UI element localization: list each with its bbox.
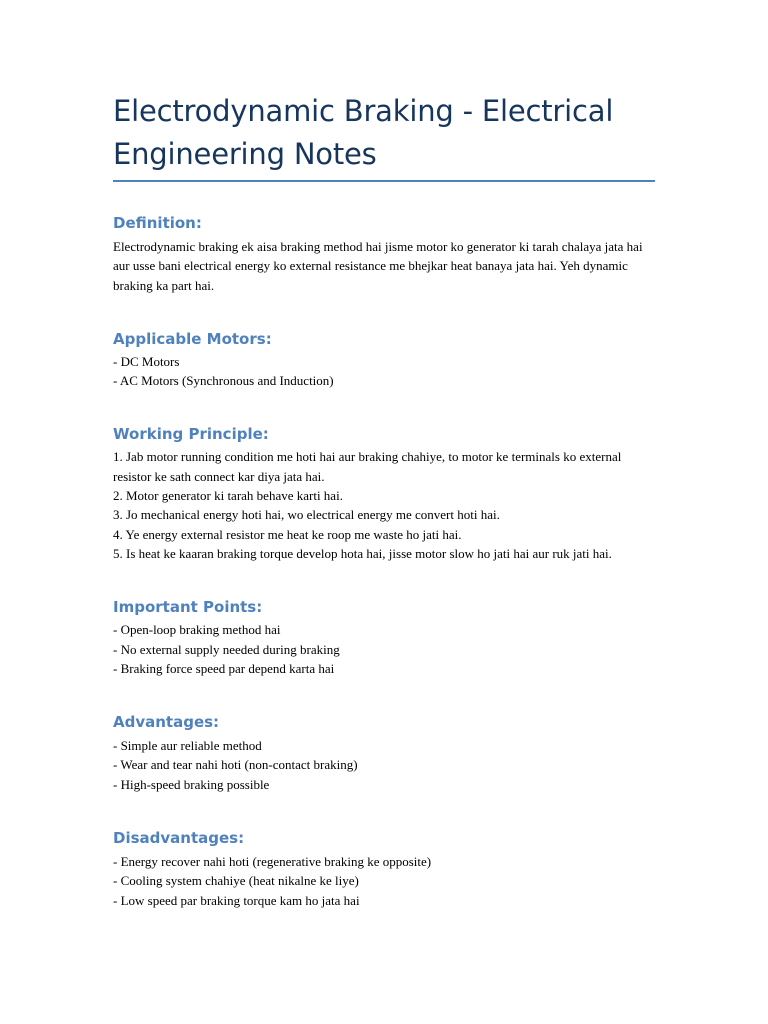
list-item: - No external supply needed during braking [113, 641, 340, 657]
list-item: 3. Jo mechanical energy hoti hai, wo electrical energy me convert hoti hai. [113, 507, 500, 523]
section-heading-important-points: Important Points: [113, 598, 263, 617]
list-item: - High-speed braking possible [113, 776, 270, 792]
section-heading-applicable-motors: Applicable Motors: [113, 329, 272, 348]
list-item: 5. Is heat ke kaaran braking torque develop hota hai, jisse motor slow ho jati hai aur ruk jati hai. [113, 545, 612, 561]
list-item: - DC Motors [113, 353, 180, 369]
document-page [113, 90, 655, 910]
section-advantages [113, 712, 655, 794]
list-item: - Low speed par braking torque kam ho jata hai [113, 892, 360, 908]
list-item: - Simple aur reliable method [113, 738, 262, 754]
section-disadvantages [113, 828, 655, 910]
section-definition [113, 213, 655, 295]
list-item: 4. Ye energy external resistor me heat ke roop me waste ho jati hai. [113, 526, 462, 542]
section-heading-definition: Definition: [113, 214, 202, 232]
section-working-principle [113, 424, 655, 563]
list-item: - Open-loop braking method hai [113, 622, 281, 638]
title-underline-divider [113, 180, 655, 182]
document-title: Electrodynamic Braking - Electrical Engineering Notes [113, 94, 614, 171]
section-applicable-motors [113, 329, 655, 391]
section-heading-disadvantages: Disadvantages: [113, 829, 245, 848]
section-heading-working-principle: Working Principle: [113, 425, 269, 444]
list-item: - Energy recover nahi hoti (regenerative braking ke opposite) [113, 854, 432, 870]
list-item: - Cooling system chahiye (heat nikalne ke liye) [113, 873, 359, 889]
list-item: 2. Motor generator ki tarah behave karti hai. [113, 488, 343, 504]
list-item: 1. Jab motor running condition me hoti hai aur braking chahiye, to motor ke terminals ko external resistor ke sath connect kar diya jata hai. [113, 449, 622, 484]
section-important-points [113, 597, 655, 678]
section-heading-advantages: Advantages: [113, 713, 220, 732]
definition-text: Electrodynamic braking ek aisa braking method hai jisme motor ko generator ki tarah chalaya jata hai aur usse bani electrical energy ko external resistance me bhejkar heat banaya jata hai. Yeh dynamic braking ka part hai. [113, 239, 643, 293]
list-item: - AC Motors (Synchronous and Induction) [113, 373, 334, 389]
list-item: - Wear and tear nahi hoti (non-contact braking) [113, 757, 358, 773]
list-item: - Braking force speed par depend karta hai [113, 660, 335, 676]
